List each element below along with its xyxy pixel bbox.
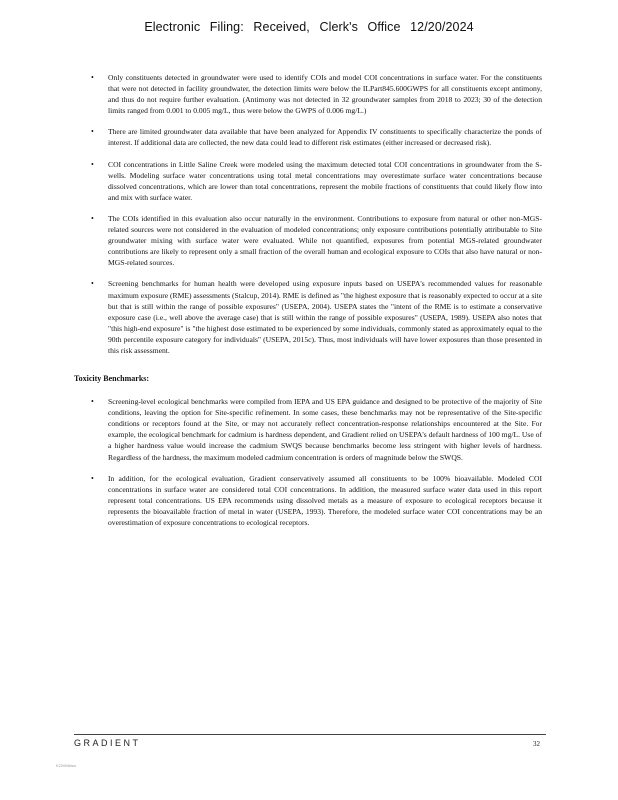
bullet-list-toxicity — [74, 396, 542, 528]
list-item — [74, 473, 542, 528]
list-item — [74, 159, 542, 203]
bullet-icon: • — [91, 73, 94, 82]
bullet-text: Screening-level ecological benchmarks were compiled from IEPA and US EPA guidance and designed to be protective of the majority of Site conditions, leaving the option for Site-specific refinement. In some cases, these benchmarks may not be representative of the Site-specific conditions or receptors found at the Site, or may not accurately reflect concentration-response relationships encountered at the Site. For example, the ecological benchmark for cadmium is hardness dependent, and Gradient relied on USEPA's default hardness of 100 mg/L. Use of a higher hardness value would increase the cadmium SWQS because benchmarks become less stringent with higher levels of hardness. Regardless of the hardness, the maximum modeled cadmium concentration is orders of magnitude below the SWQS. — [108, 397, 542, 462]
main-content — [74, 72, 542, 538]
list-item — [74, 213, 542, 268]
bullet-icon: • — [91, 127, 94, 137]
list-item — [74, 396, 542, 463]
footer-divider — [74, 734, 546, 735]
document-code: K220Mblso — [56, 763, 77, 768]
bullet-text: In addition, for the ecological evaluation, Gradient conservatively assumed all constituents to be 100% bioavailable. Modeled COI concentrations in surface water are considered total COI concentrations. In addition, the measured surface water data used in this report represent total concentrations. US EPA recommends using dissolved metals as a measure of exposure to ecological receptors because it represents the bioavailable fraction of metal in water (USEPA, 1993). Therefore, the modeled surface water COI concentrations may be an overestimation of exposure concentrations to ecological receptors. — [108, 473, 542, 527]
bullet-list-limitations — [74, 72, 542, 356]
page-number: 32 — [533, 740, 540, 748]
bullet-text: Only constituents detected in groundwater were used to identify COIs and model COI concentrations in surface water. For the constituents that were not detected in facility groundwater, the detection limits were below the ILPart845.600GWPS for all constituents except antimony, and thus do not require further evaluation. (Antimony was not detected in 32 groundwater samples from 2018 to 2023; 30 of the detection limits ranged from 0.001 to 0.005 mg/L, thus were below the GWPS of 0.006 mg/L.) — [108, 73, 542, 116]
bullet-icon: • — [91, 213, 94, 223]
filing-stamp: Electronic Filing: Received, Clerk's Office 12/20/2024 — [144, 20, 474, 34]
gradient-logo: GRADIENT — [74, 738, 141, 748]
bullet-icon: • — [91, 473, 94, 483]
list-item — [74, 126, 542, 148]
bullet-icon: • — [91, 279, 94, 289]
bullet-text: COI concentrations in Little Saline Creek were modeled using the maximum detected total COI concentrations in groundwater from the S-wells. Modeling surface water concentrations using total metal concentrations may overestimate surface water concentrations because dissolved concentrations, which are lower than total concentrations, represent the mobile fractions of constituents that could likely flow into and mix with surface water. — [108, 159, 542, 202]
list-item — [74, 278, 542, 356]
list-item — [74, 72, 542, 116]
section-heading-toxicity: Toxicity Benchmarks: — [74, 374, 150, 384]
bullet-icon: • — [91, 397, 94, 407]
bullet-text: The COIs identified in this evaluation also occur naturally in the environment. Contributions to exposure from natural or other non-MGS-related sources were not considered in the evaluation of modeled concentrations; only exposure contributions potentially attributable to Site groundwater mixing with surface water were evaluated. While not quantified, exposures from potential MGS-related groundwater contributions are likely to represent only a small fraction of the overall human and ecological exposure to COIs that also have natural or non-MGS-related sources. — [108, 213, 542, 268]
bullet-text: There are limited groundwater data available that have been analyzed for Appendix IV constituents to specifically characterize the ponds of interest. If additional data are collected, the new data could lead to different risk estimates (either increased or decreased risk). — [108, 127, 542, 148]
bullet-icon: • — [91, 159, 94, 169]
bullet-text: Screening benchmarks for human health were developed using exposure inputs based on USEPA's recommended values for reasonable maximum exposure (RME) assessments (Stalcup, 2014). RME is defined as "the highest exposure that is reasonably expected to occur at a site but that is still within the range of possible exposures" (USEPA, 2004). USEPA states the "intent of the RME is to estimate a conservative exposure case (i.e., well above the average case) that is still within the range of possible exposures" (USEPA, 1989). USEPA also notes that "this high-end exposure" is "the highest dose estimated to be experienced by some individuals, commonly stated as approximately equal to the 90th percentile exposure category for individuals" (USEPA, 2015c). Thus, most individuals will have lower exposures than those presented in this risk assessment. — [108, 279, 542, 355]
